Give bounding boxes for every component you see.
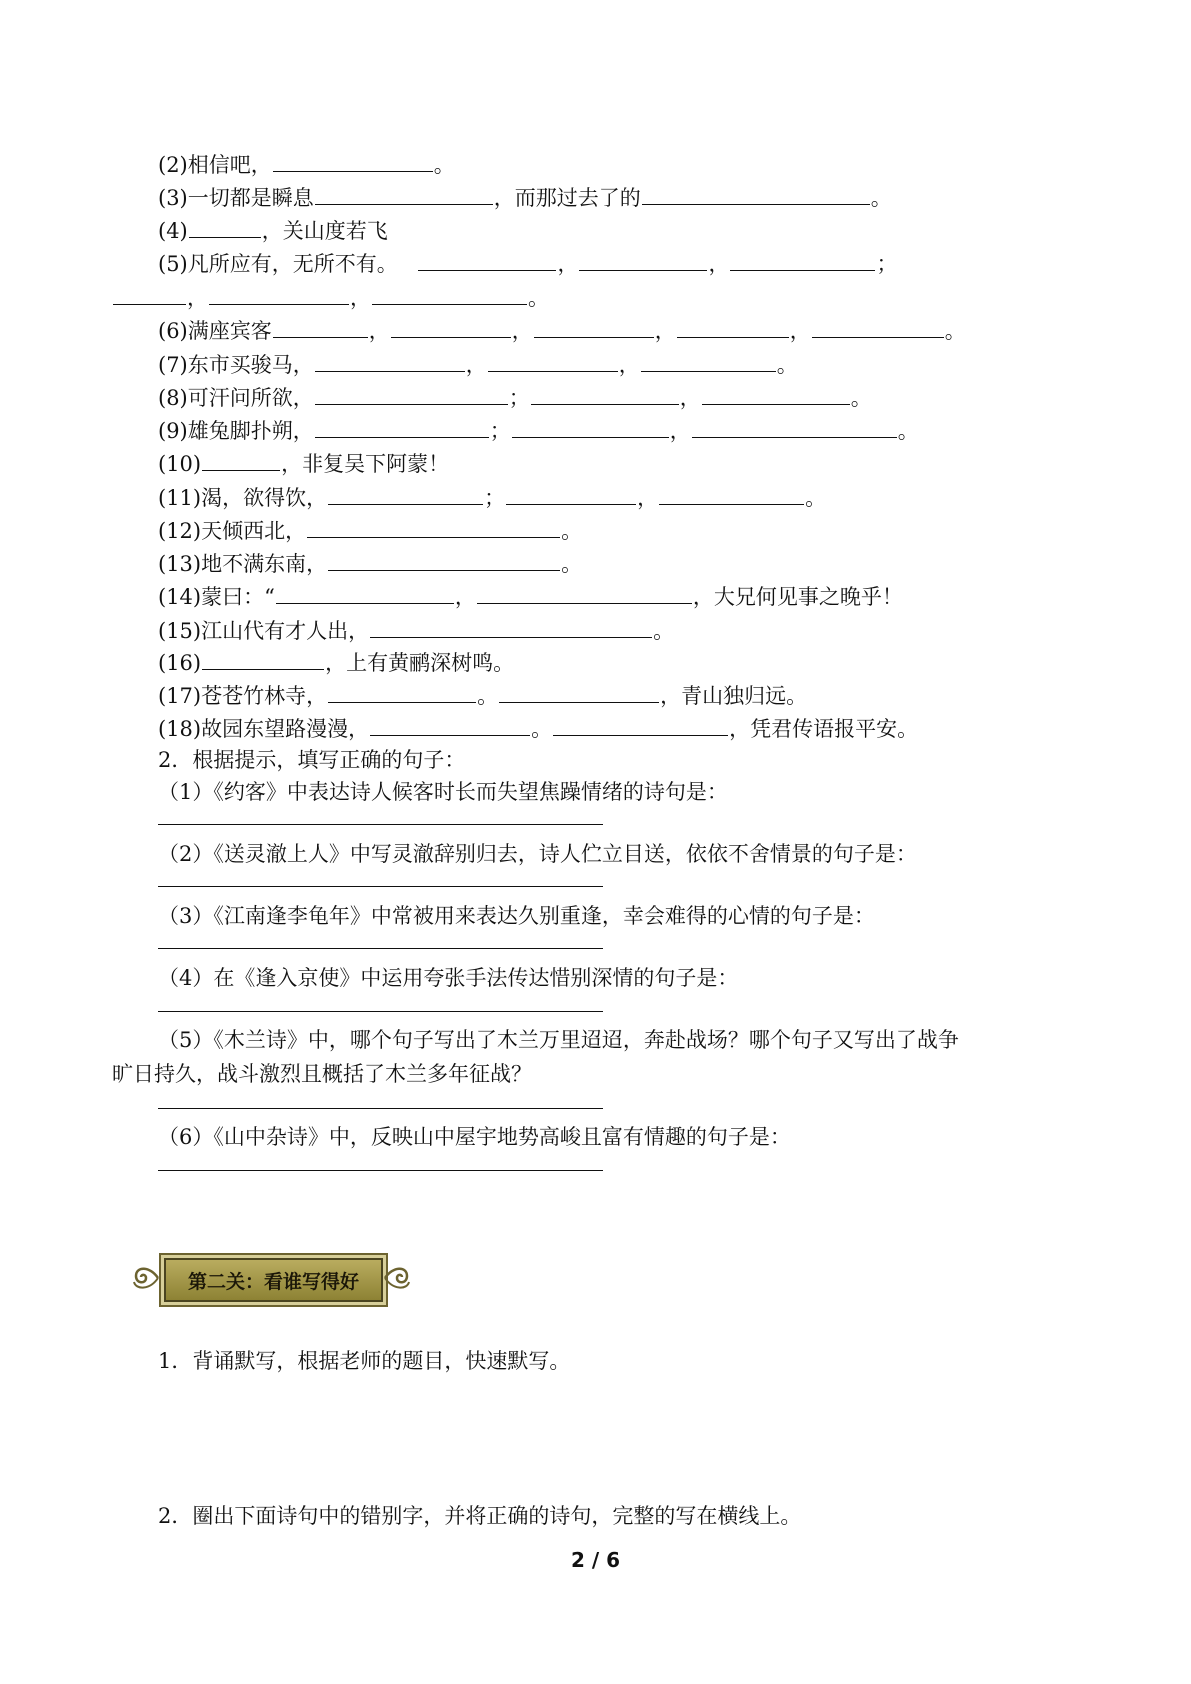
item-18: (18)故园东望路漫漫， 。 ，凭君传语报平安。 [158, 714, 918, 742]
answer-blank[interactable] [315, 416, 489, 438]
answer-blank[interactable] [499, 681, 659, 703]
answer-blank[interactable] [659, 483, 804, 505]
answer-blank[interactable] [370, 616, 652, 638]
item-6: (6)满座宾客 ， ， ， ， 。 [158, 316, 966, 344]
question-5-line2: 旷日持久，战斗激烈且概括了木兰多年征战？ [112, 1062, 532, 1086]
item-5-continued: ， ， 。 [112, 283, 549, 311]
part2-item-2: 2．圈出下面诗句中的错别字，并将正确的诗句，完整的写在横线上。 [158, 1504, 802, 1528]
answer-blank[interactable] [276, 582, 454, 604]
item-12: (12)天倾西北， 。 [158, 516, 582, 544]
answer-blank[interactable] [642, 183, 870, 205]
answer-line-2[interactable] [158, 886, 603, 887]
answer-blank[interactable] [328, 483, 483, 505]
answer-blank[interactable] [512, 416, 669, 438]
answer-line-3[interactable] [158, 948, 603, 949]
item-13: (13)地不满东南， 。 [158, 549, 582, 577]
answer-blank[interactable] [202, 648, 324, 670]
item-8: (8)可汗问所欲， ； ， 。 [158, 383, 872, 411]
answer-blank[interactable] [209, 283, 349, 305]
answer-blank[interactable] [812, 316, 944, 338]
answer-blank[interactable] [677, 316, 789, 338]
answer-blank[interactable] [391, 316, 511, 338]
item-15: (15)江山代有才人出， 。 [158, 616, 674, 644]
answer-blank[interactable] [506, 483, 636, 505]
item-14: (14)蒙曰：“ ， ，大兄何见事之晚乎！ [158, 582, 903, 610]
answer-blank[interactable] [534, 316, 654, 338]
answer-blank[interactable] [579, 249, 707, 271]
item-7: (7)东市买骏马， ， ， 。 [158, 350, 798, 378]
answer-blank[interactable] [202, 449, 280, 471]
item-2: (2)相信吧， 。 [158, 150, 455, 178]
answer-blank[interactable] [315, 383, 508, 405]
answer-blank[interactable] [315, 183, 493, 205]
answer-blank[interactable] [531, 383, 679, 405]
item-3: (3)一切都是瞬息 ，而那过去了的 。 [158, 183, 892, 211]
answer-line-5[interactable] [158, 1108, 603, 1109]
answer-blank[interactable] [477, 582, 692, 604]
answer-line-1[interactable] [158, 824, 603, 825]
answer-blank[interactable] [307, 516, 560, 538]
item-9: (9)雄兔脚扑朔， ； ， 。 [158, 416, 919, 444]
answer-blank[interactable] [702, 383, 850, 405]
question-5-line1: （5）《木兰诗》中，哪个句子写出了木兰万里迢迢，奔赴战场？哪个句子又写出了战争 [158, 1028, 959, 1052]
answer-blank[interactable] [328, 681, 476, 703]
answer-line-4[interactable] [158, 1011, 603, 1012]
item-17: (17)苍苍竹林寺， 。 ，青山独归远。 [158, 681, 807, 709]
answer-blank[interactable] [418, 249, 556, 271]
answer-blank[interactable] [273, 316, 368, 338]
answer-blank[interactable] [730, 249, 875, 271]
answer-blank[interactable] [370, 714, 530, 736]
answer-blank[interactable] [315, 350, 465, 372]
item-16: (16) ，上有黄鹂深树鸣。 [158, 648, 514, 676]
answer-blank[interactable] [641, 350, 776, 372]
answer-line-6[interactable] [158, 1170, 603, 1171]
item-11: (11)渴，欲得饮， ； ， 。 [158, 483, 826, 511]
item-5: (5)凡所应有，无所不有。 ， ， ； [158, 249, 897, 277]
answer-blank[interactable] [273, 150, 433, 172]
question-4: （4）在《逢入京使》中运用夸张手法传达惜别深情的句子是： [158, 966, 739, 990]
answer-blank[interactable] [189, 216, 261, 238]
section-banner [130, 1246, 413, 1310]
part2-item-1: 1．背诵默写，根据老师的题目，快速默写。 [158, 1349, 571, 1373]
answer-blank[interactable] [113, 283, 186, 305]
answer-blank[interactable] [692, 416, 897, 438]
banner-title: 第二关：看谁写得好 [164, 1258, 383, 1302]
item-10: (10) ，非复吴下阿蒙！ [158, 449, 449, 477]
answer-blank[interactable] [328, 549, 560, 571]
question-2: （2）《送灵澈上人》中写灵澈辞别归去，诗人伫立目送，依依不舍情景的句子是： [158, 842, 917, 866]
item-4: (4) ，关山度若飞 [158, 216, 388, 244]
left-scroll-ornament-icon [130, 1264, 160, 1292]
right-scroll-ornament-icon [383, 1264, 413, 1292]
page-number: 2 / 6 [570, 1548, 621, 1572]
answer-blank[interactable] [488, 350, 618, 372]
answer-blank[interactable] [372, 283, 527, 305]
section2-heading: 2．根据提示，填写正确的句子： [158, 748, 466, 772]
question-3: （3）《江南逢李龟年》中常被用来表达久别重逢，幸会难得的心情的句子是： [158, 904, 875, 928]
question-6: （6）《山中杂诗》中，反映山中屋宇地势高峻且富有情趣的句子是： [158, 1125, 791, 1149]
question-1: （1）《约客》中表达诗人候客时长而失望焦躁情绪的诗句是： [158, 780, 728, 804]
answer-blank[interactable] [553, 714, 728, 736]
